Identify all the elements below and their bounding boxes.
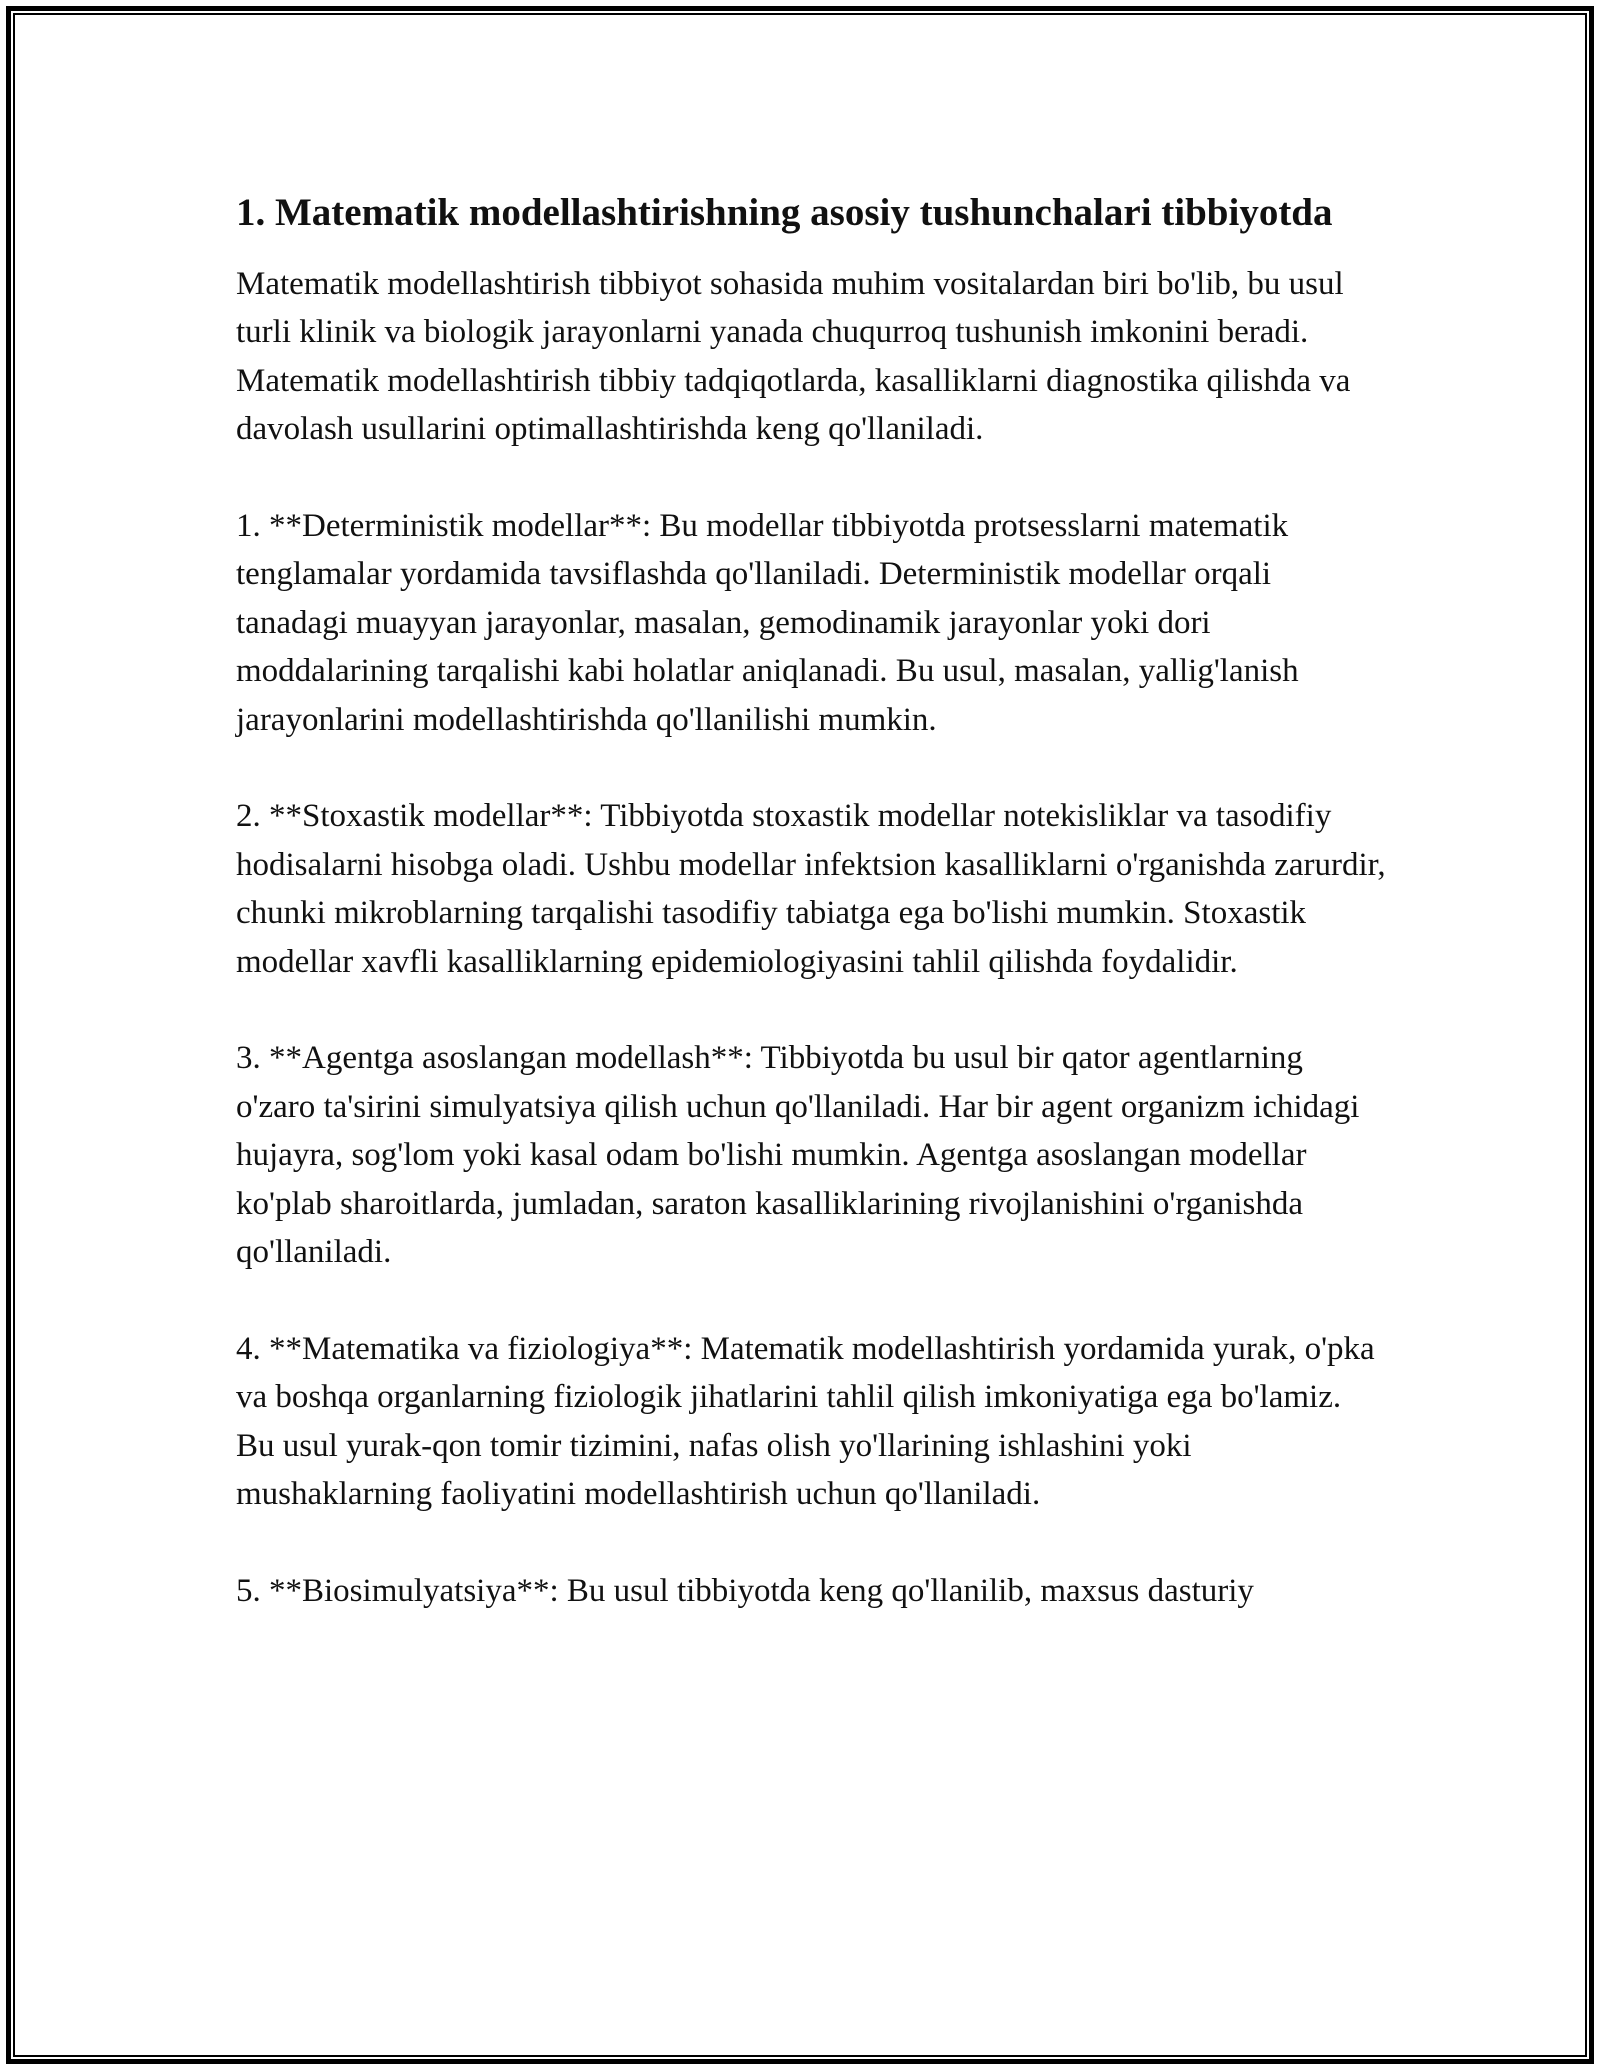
intro-paragraph: Matematik modellashtirish tibbiyot sohasida muhim vositalardan biri bo'lib, bu usul turli klinik va biologik jarayonlarni yanada chuqurroq tushunish imkonini beradi. Matematik modellashtirish tibbiy tadqiqotlarda, kasalliklarni diagnostika qilishda va davolash usullarini optimallashtirishda keng qo'llaniladi. xyxy=(236,266,1351,448)
paragraph-math-physiology: 4. **Matematika va fiziologiya**: Matematik modellashtirish yordamida yurak, o'pka va boshqa organlarning fiziologik jihatlarini tahlil qilish imkoniyatiga ega bo'lamiz. Bu usul yurak-qon tomir tizimini, nafas olish yo'llarining ishlashini yoki mushaklarning faoliyatini modellashtirish uchun qo'llaniladi. xyxy=(236,1330,1375,1513)
document-body xyxy=(236,186,1386,1615)
paragraph-agent-based-modeling: 3. **Agentga asoslangan modellash**: Tibbiyotda bu usul bir qator agentlarning o'zaro ta'sirini simulyatsiya qilish uchun qo'llaniladi. Har bir agent organizm ichidagi hujayra, sog'lom yoki kasal odam bo'lishi mumkin. Agentga asoslangan modellar ko'plab sharoitlarda, jumladan, saraton kasalliklarining rivojlanishini o'rganishda qo'llaniladi. xyxy=(236,1040,1360,1271)
paragraph-stochastic-models: 2. **Stoxastik modellar**: Tibbiyotda stoxastik modellar notekisliklar va tasodifiy hodisalarni hisobga oladi. Ushbu modellar infektsion kasalliklarni o'rganishda zarurdir, chunki mikroblarning tarqalishi tasodifiy tabiatga ega bo'lishi mumkin. Stoxastik modellar xavfli kasalliklarning epidemiologiyasini tahlil qilishda foydalidir. xyxy=(236,798,1386,980)
section-heading: 1. Matematik modellashtirishning asosiy tushunchalari tibbiyotda xyxy=(236,191,1333,234)
paragraph-biosimulation: 5. **Biosimulyatsiya**: Bu usul tibbiyotda keng qo'llanilib, maxsus dasturiy xyxy=(236,1572,1254,1609)
paragraph-deterministic-models: 1. **Deterministik modellar**: Bu modellar tibbiyotda protsesslarni matematik tenglamalar yordamida tavsiflashda qo'llaniladi. Deterministik modellar orqali tanadagi muayyan jarayonlar, masalan, gemodinamik jarayonlar yoki dori moddalarining tarqalishi kabi holatlar aniqlanadi. Bu usul, masalan, yallig'lanish jarayonlarini modellashtirishda qo'llanilishi mumkin. xyxy=(236,508,1299,738)
